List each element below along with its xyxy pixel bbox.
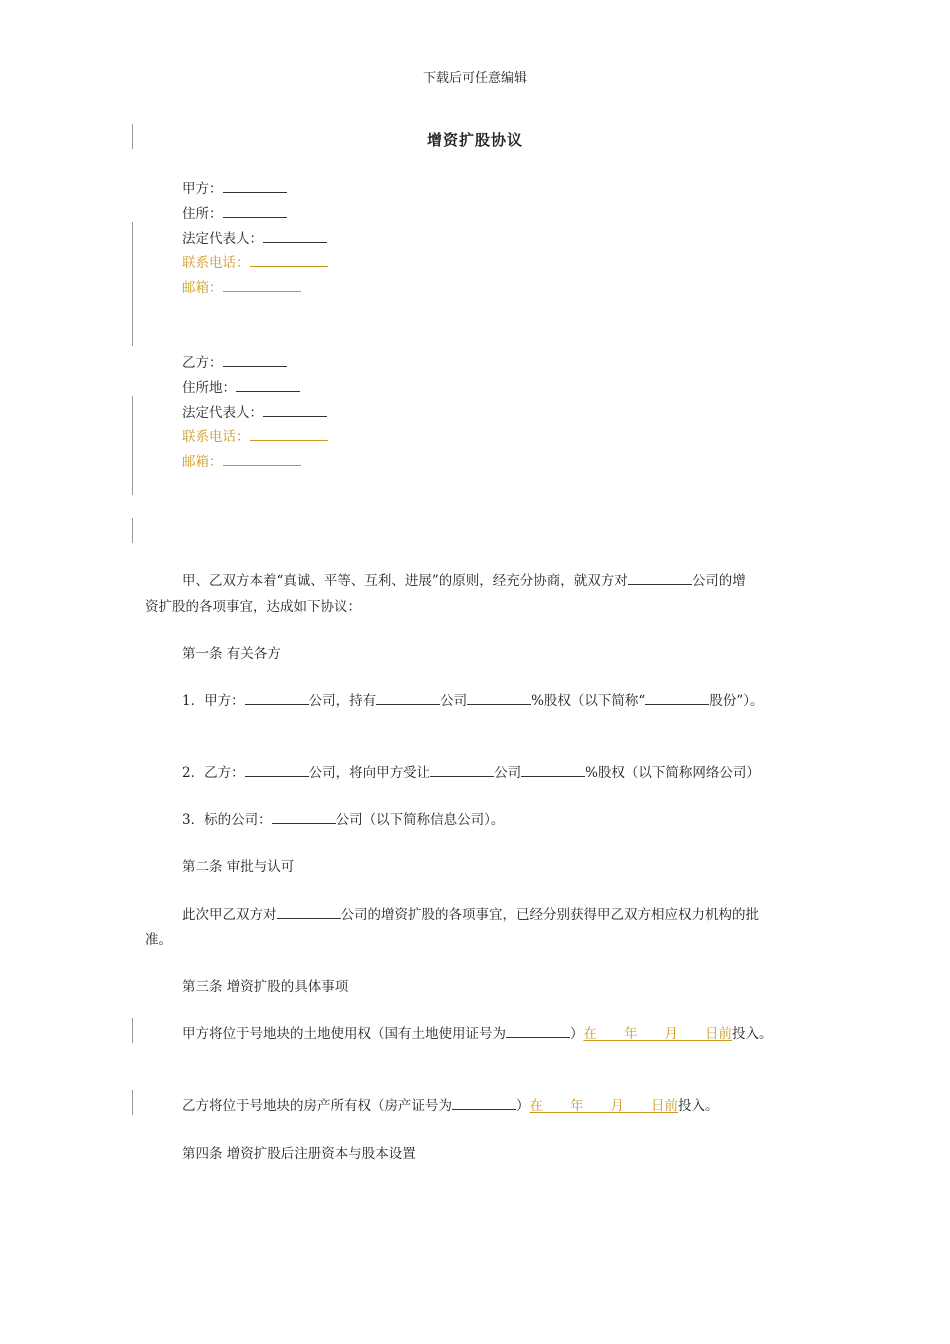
blank-field [645,692,709,705]
change-bar [132,222,133,346]
clause-text: 公司 [440,693,468,709]
article-1-item-1 [182,689,763,709]
party-a-address-line [182,202,287,222]
party-a-phone-label: 联系电话： [182,255,250,271]
party-a-address-label: 住所： [182,206,223,222]
article-3-item-2 [182,1094,719,1114]
article-2-line-2: 准。 [145,932,172,948]
date-field: 在 年 月 日前 [529,1098,678,1114]
blank-field [223,180,287,193]
blank-field [223,205,287,218]
party-b-rep-line [182,401,327,421]
party-b-rep-label: 法定代表人： [182,405,263,421]
clause-text: 3．标的公司： [182,812,272,828]
blank-field [236,379,300,392]
change-bar [132,1090,133,1115]
party-a-phone-line [182,251,328,271]
blank-field [245,764,309,777]
article-4-heading: 第四条 增资扩股后注册资本与股本设置 [182,1146,416,1162]
blank-field [263,404,327,417]
party-b-email-label: 邮箱： [182,454,223,470]
blank-field [223,453,301,466]
article-1-heading: 第一条 有关各方 [182,646,281,662]
clause-text: 公司（以下简称信息公司）。 [335,812,505,828]
intro-line-1 [182,569,746,589]
clause-text: 投入。 [732,1026,773,1042]
blank-field [263,230,327,243]
party-b-address-line [182,376,300,396]
party-a-line [182,177,287,197]
blank-field [521,764,585,777]
clause-text: %股权（以下简称“ [531,693,646,709]
blank-field [467,692,531,705]
article-2-line-1 [182,903,759,923]
article-1-item-2 [182,761,760,781]
intro-text: 公司的增 [691,573,746,589]
change-bar [132,1018,133,1043]
clause-text: 甲方将位于号地块的土地使用权（国有土地使用证号为 [182,1026,506,1042]
party-b-phone-line [182,425,328,445]
blank-field [250,428,328,441]
article-3-item-1 [182,1022,773,1042]
date-field: 在 年 月 日前 [583,1026,732,1042]
party-a-email-label: 邮箱： [182,280,223,296]
article-3-heading: 第三条 增资扩股的具体事项 [182,979,349,995]
clause-text: 公司，将向甲方受让 [308,765,431,781]
blank-field [272,811,336,824]
blank-field [277,906,341,919]
article-2-heading: 第二条 审批与认可 [182,859,295,875]
clause-text: 公司，持有 [308,693,377,709]
intro-text: 甲、乙双方本着“真诚、平等、互利、进展”的原则，经充分协商，就双方对 [182,573,628,589]
clause-text: 1．甲方： [182,693,245,709]
clause-text: 此次甲乙双方对 [182,907,277,923]
clause-text: 公司 [494,765,522,781]
blank-field [430,764,494,777]
change-bar [132,124,133,149]
document-title: 增资扩股协议 [426,131,523,149]
article-1-item-3 [182,808,504,828]
party-b-line [182,351,287,371]
clause-text: 乙方将位于号地块的房产所有权（房产证号为 [182,1098,452,1114]
blank-field [245,692,309,705]
change-bar [132,396,133,495]
clause-text: 投入。 [678,1098,719,1114]
clause-text: %股权（以下简称网络公司） [585,765,760,781]
clause-text: ） [570,1026,584,1042]
intro-line-2: 资扩股的各项事宜，达成如下协议： [145,599,361,615]
clause-text: 2．乙方： [182,765,245,781]
blank-field [628,572,692,585]
party-a-label: 甲方： [182,181,223,197]
change-bar [132,518,133,543]
clause-text: 股份”）。 [709,693,764,709]
party-b-phone-label: 联系电话： [182,429,250,445]
party-b-email-line [182,450,301,470]
blank-field [376,692,440,705]
party-b-label: 乙方： [182,355,223,371]
party-a-email-line [182,276,301,296]
blank-field [452,1097,516,1110]
blank-field [223,354,287,367]
blank-field [506,1025,570,1038]
blank-field [223,279,301,292]
blank-field [250,254,328,267]
party-a-rep-label: 法定代表人： [182,231,263,247]
page-header: 下载后可任意编辑 [422,71,527,86]
clause-text: ） [516,1098,530,1114]
party-a-rep-line [182,227,327,247]
party-b-address-label: 住所地： [182,380,236,396]
clause-text: 公司的增资扩股的各项事宜，已经分别获得甲乙双方相应权力机构的批 [340,907,759,923]
